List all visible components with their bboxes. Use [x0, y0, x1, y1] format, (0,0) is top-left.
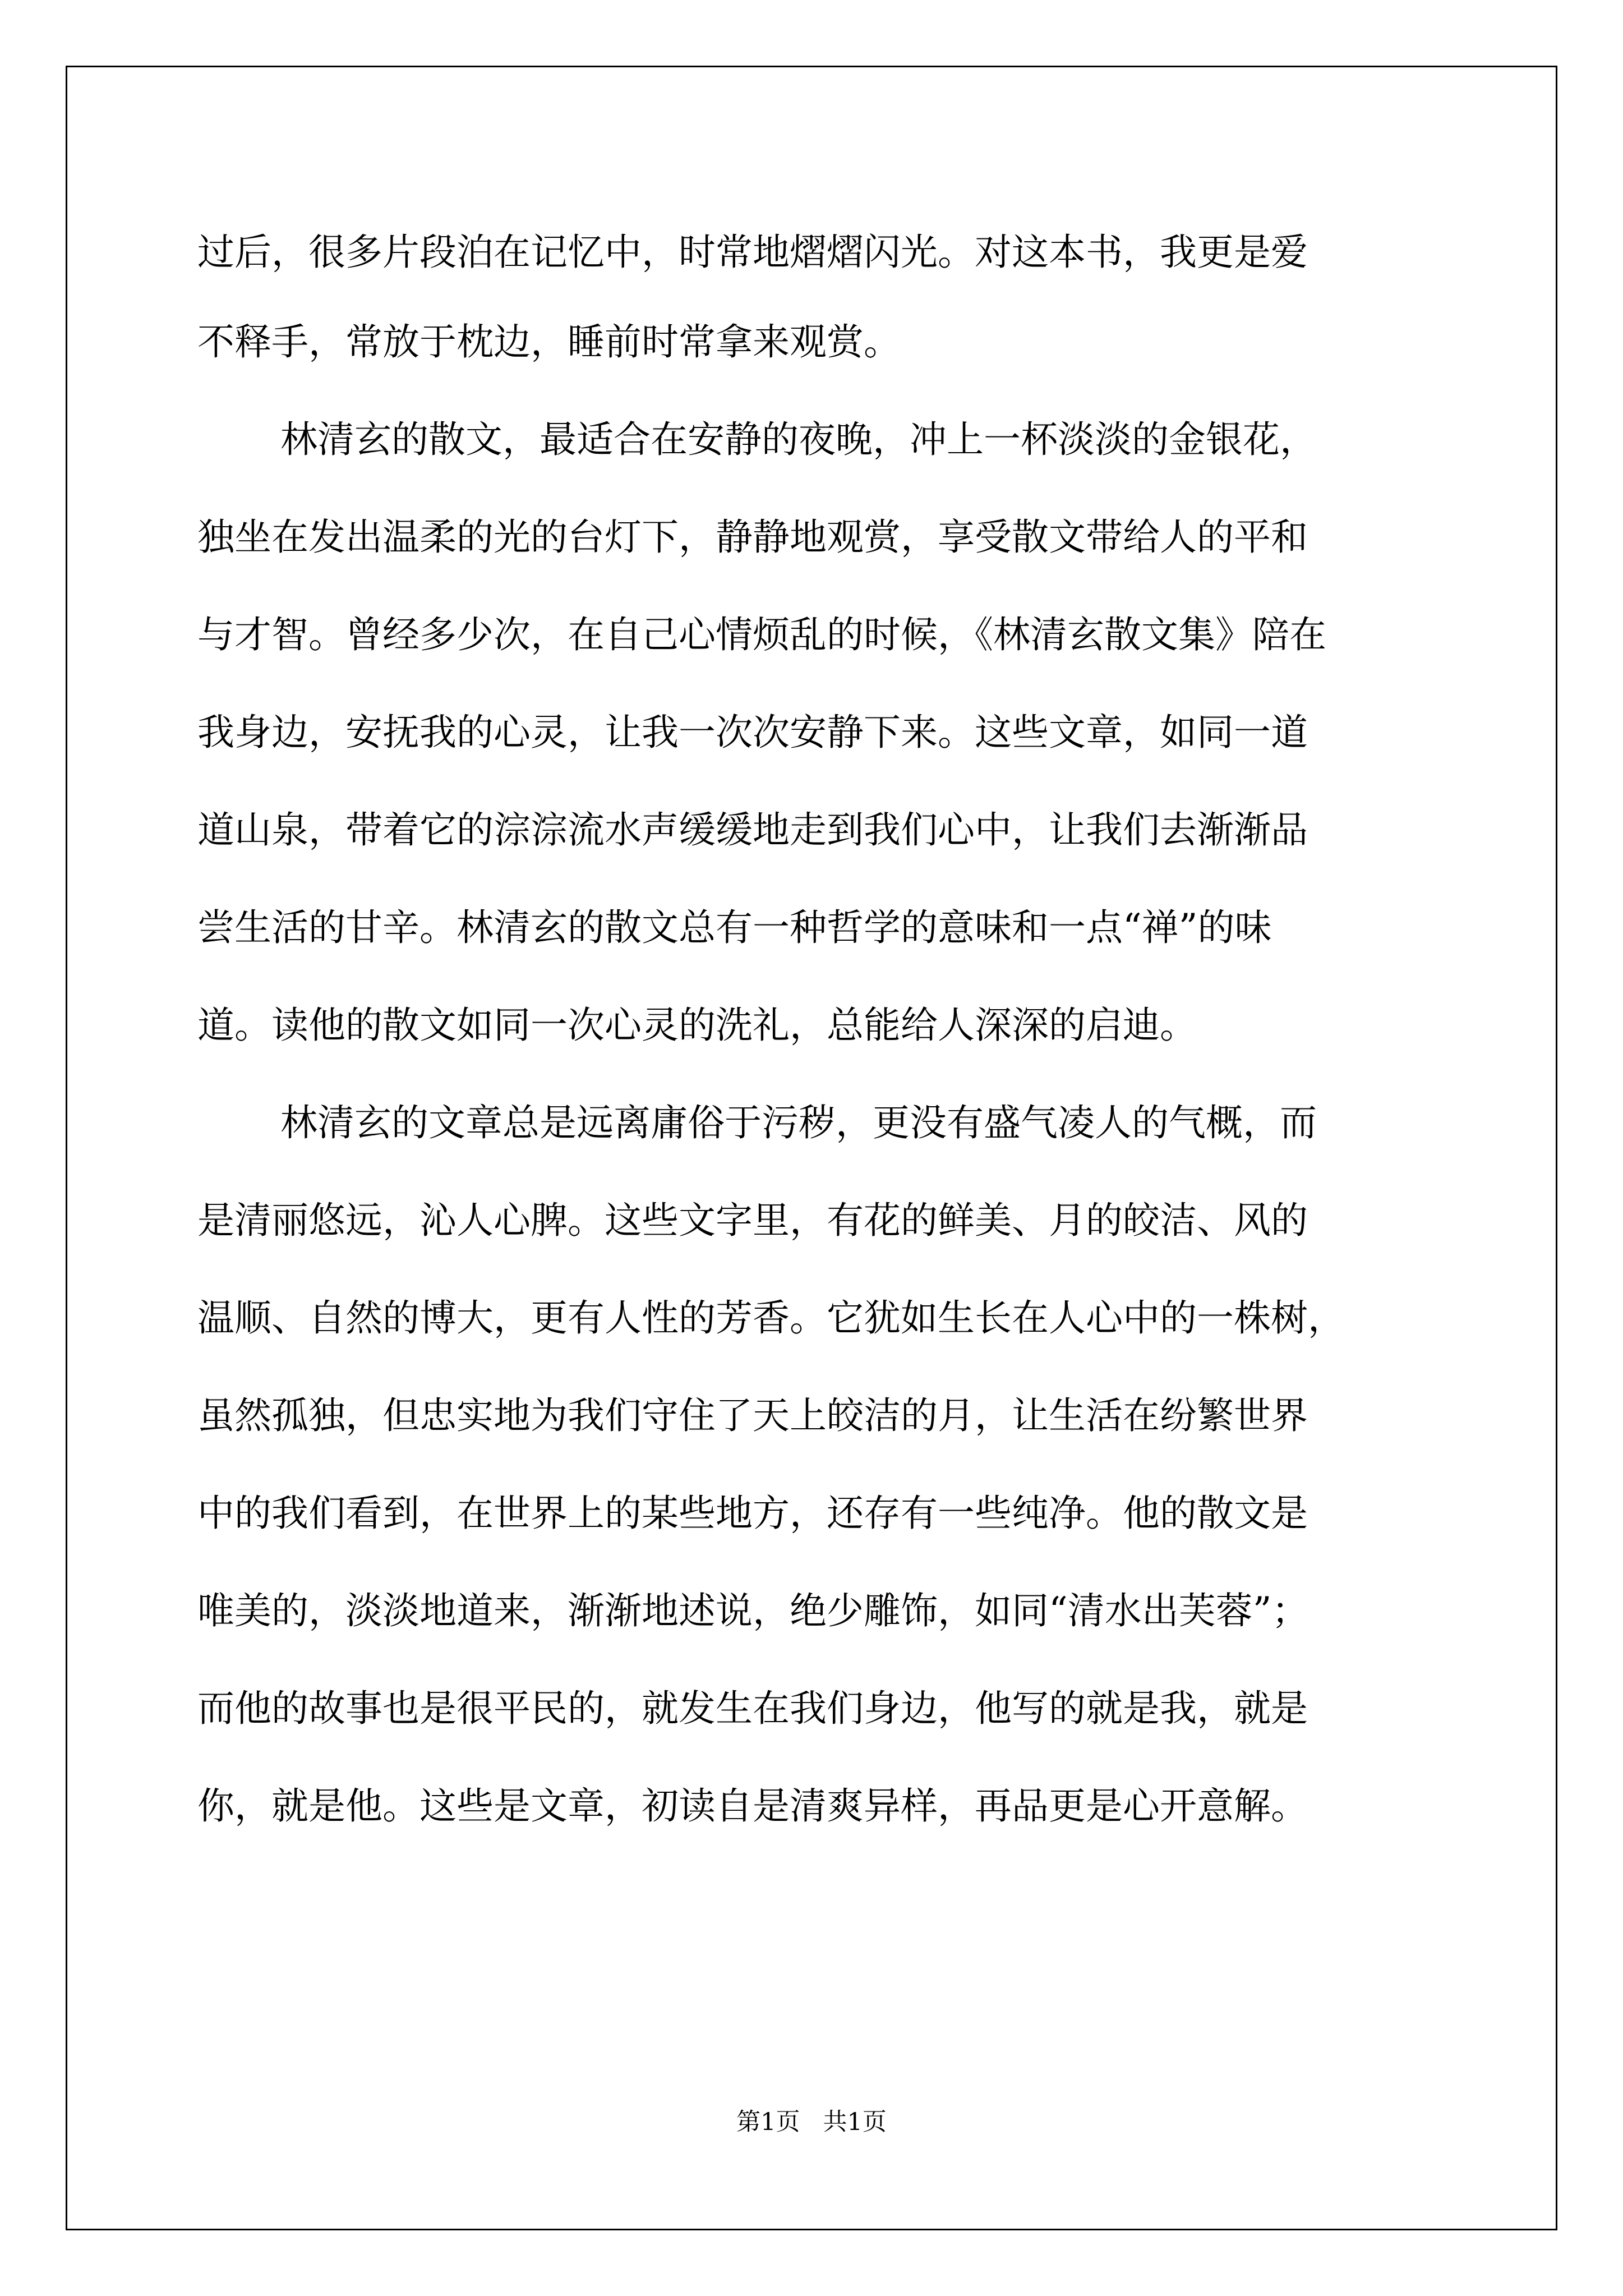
text-line: 道山泉，带着它的淙淙流水声缓缓地走到我们心中，让我们去渐渐品 — [197, 808, 1308, 852]
text-line: 独坐在发出温柔的光的台灯下，静静地观赏，享受散文带给人的平和 — [197, 516, 1308, 559]
text-line: 虽然孤独，但忠实地为我们守住了天上皎洁的月，让生活在纷繁世界 — [197, 1394, 1308, 1437]
text-line: 你，就是他。这些是文章，初读自是清爽异样，再品更是心开意解。 — [197, 1784, 1308, 1828]
text-line: 而他的故事也是很平民的，就发生在我们身边，他写的就是我，就是 — [197, 1687, 1308, 1730]
text-line: 过后，很多片段泊在记忆中，时常地熠熠闪光。对这本书，我更是爱 — [197, 231, 1308, 274]
paragraph-first-line: 林清玄的文章总是远离庸俗于污秽，更没有盛气凌人的气概，而 — [280, 1101, 1317, 1144]
text-line: 温顺、自然的博大，更有人性的芳香。它犹如生长在人心中的一株树， — [197, 1296, 1345, 1340]
text-line: 尝生活的甘辛。林清玄的散文总有一种哲学的意味和一点“禅”的味 — [197, 906, 1272, 949]
text-line: 我身边，安抚我的心灵，让我一次次安静下来。这些文章，如同一道 — [197, 711, 1308, 754]
paragraph-first-line: 林清玄的散文，最适合在安静的夜晚，冲上一杯淡淡的金银花， — [280, 418, 1317, 461]
text-line: 不释手，常放于枕边，睡前时常拿来观赏。 — [197, 320, 901, 364]
text-line: 与才智。曾经多少次，在自己心情烦乱的时候，《林清玄散文集》陪在 — [197, 613, 1326, 656]
text-line: 唯美的，淡淡地道来，渐渐地述说，绝少雕饰，如同“清水出芙蓉”； — [197, 1589, 1309, 1632]
text-line: 是清丽悠远，沁人心脾。这些文字里，有花的鲜美、月的皎洁、风的 — [197, 1199, 1308, 1242]
text-line: 中的我们看到，在世界上的某些地方，还存有一些纯净。他的散文是 — [197, 1492, 1308, 1535]
page-footer: 第1页 共1页 — [736, 2108, 887, 2136]
text-line: 道。读他的散文如同一次心灵的洗礼，总能给人深深的启迪。 — [197, 1004, 1197, 1047]
